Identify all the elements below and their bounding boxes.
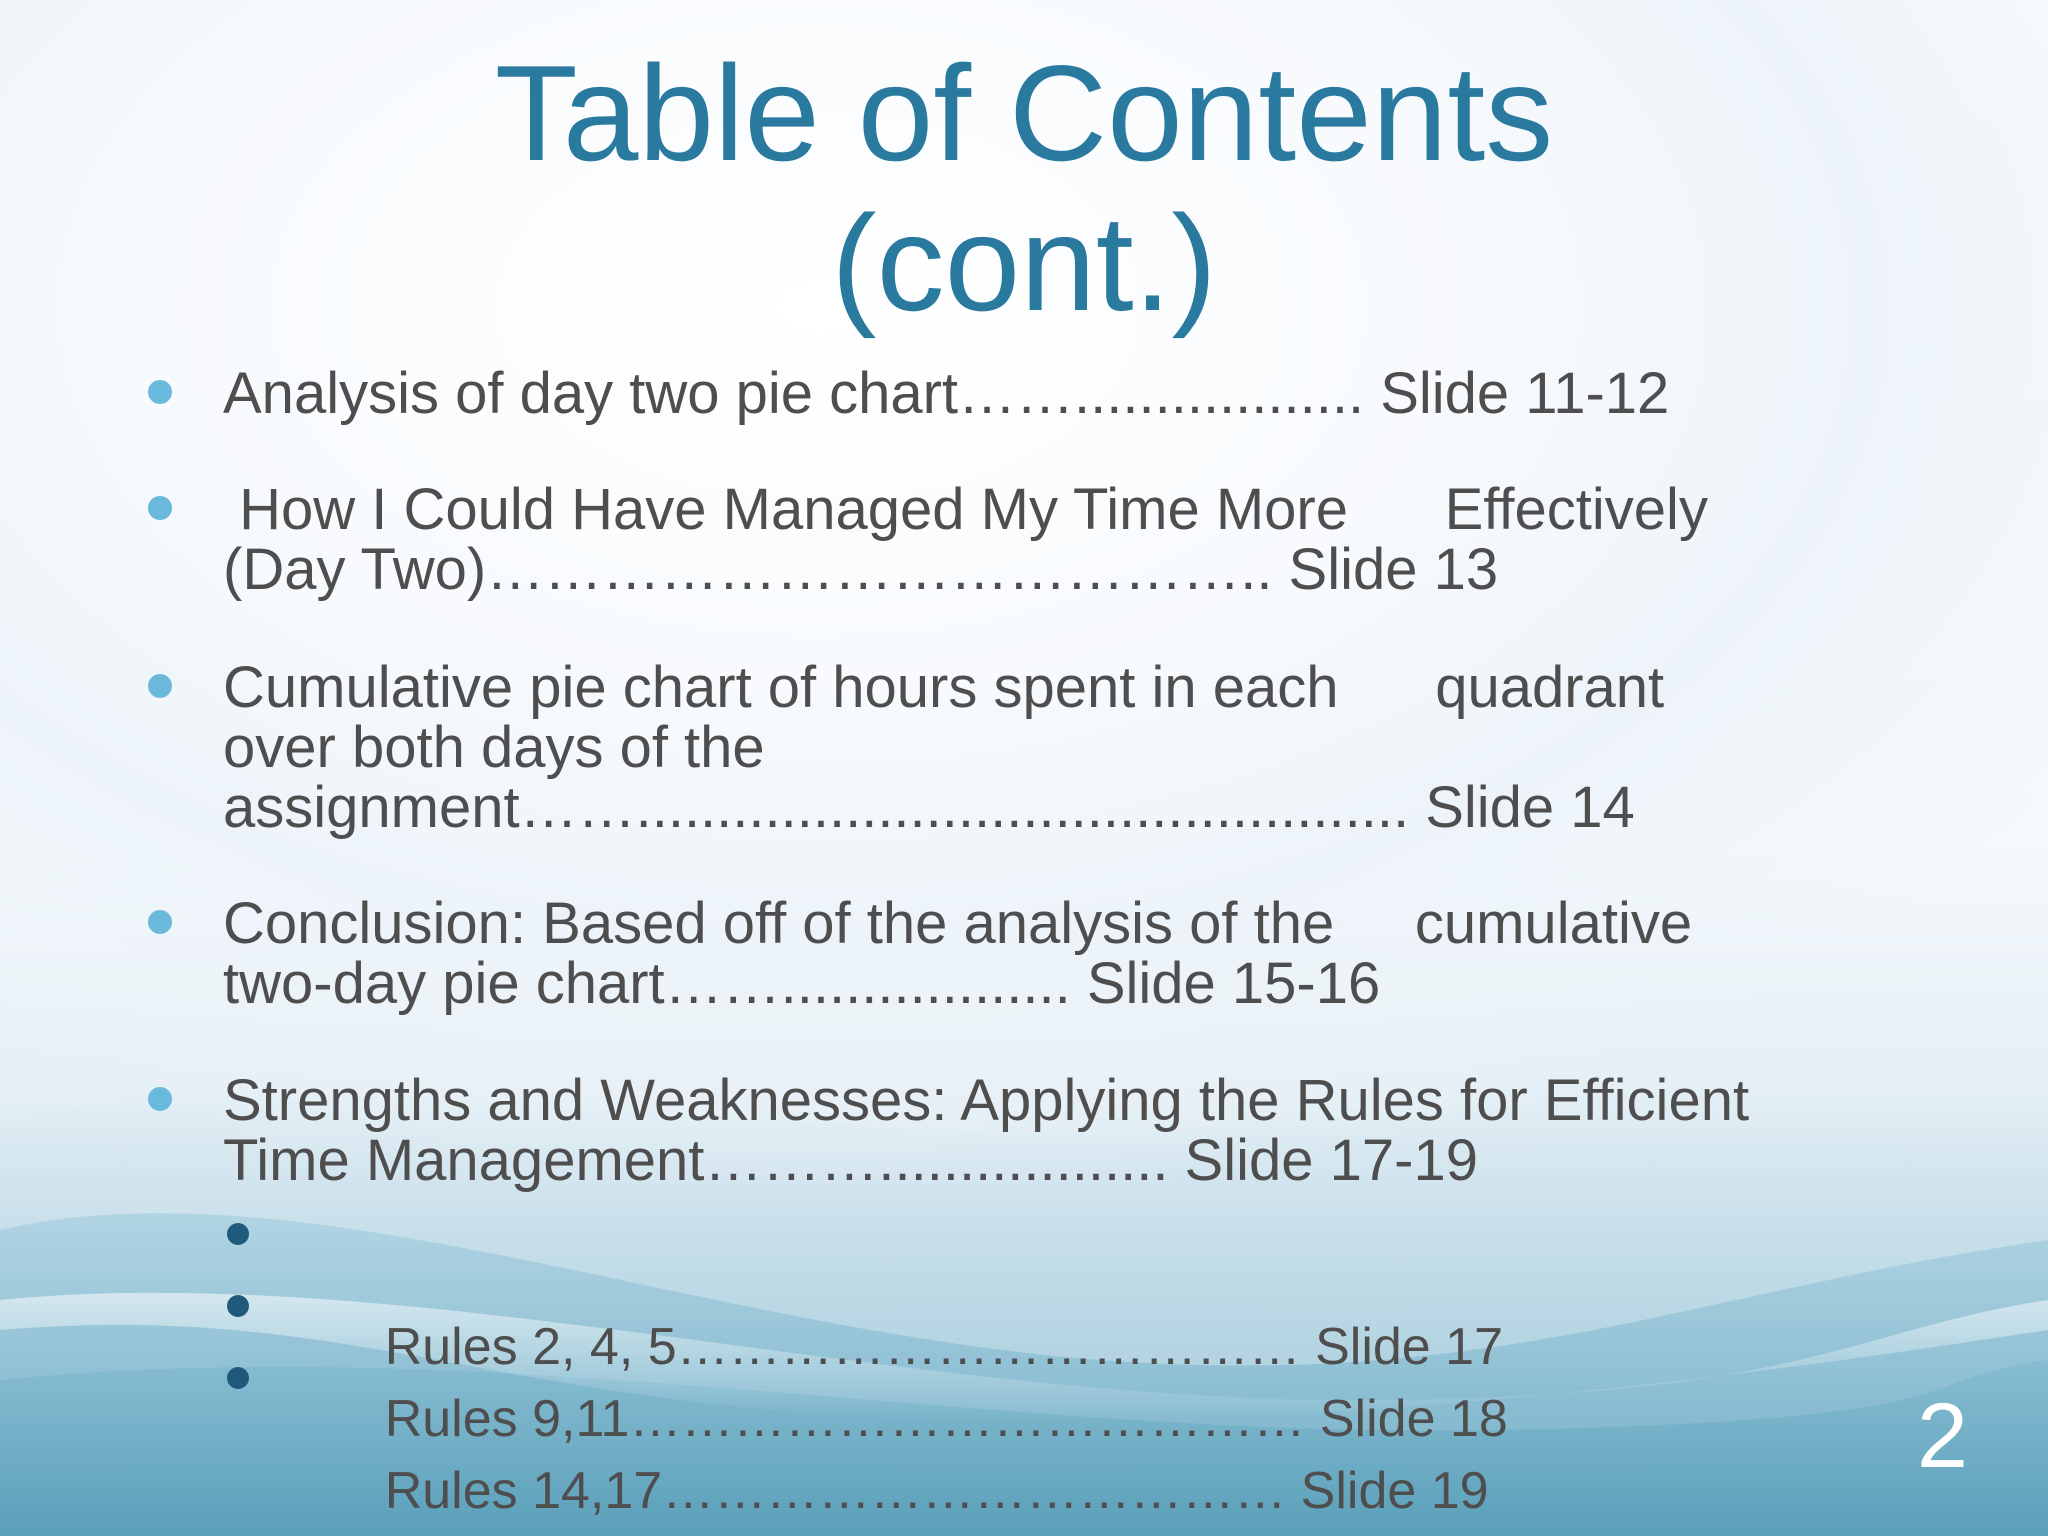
list-item-text: two-day pie chart…….................. Slide 15-16 [223, 951, 1381, 1016]
list-item-text: Strengths and Weaknesses: Applying the Rules for Efficient [223, 1068, 1750, 1133]
title-line-1: Table of Contents [494, 37, 1554, 189]
sub-list-item-text: Rules 9,11………………………………… Slide 18 [384, 1390, 1508, 1448]
sub-list-item [298, 1351, 1489, 1536]
list-item-text: How I Could Have Managed My Time More Effectively [223, 477, 1708, 542]
bullet-icon [148, 1087, 172, 1111]
list-item-text: Cumulative pie chart of hours spent in each quadrant [223, 655, 1665, 720]
sub-bullet-icon [227, 1223, 249, 1245]
list-item-text: Conclusion: Based off of the analysis of the cumulative [223, 891, 1693, 956]
sub-bullet-icon [227, 1367, 249, 1389]
list-item [223, 1068, 1883, 1193]
slide-number: 2 [1916, 1385, 1968, 1487]
sub-bullet-icon [227, 1295, 249, 1317]
bullet-icon [148, 910, 172, 934]
sub-list-item-text: Rules 14,17……………………………… Slide 19 [384, 1462, 1489, 1520]
list-item [223, 655, 1883, 840]
list-item-text: assignment……................................................ Slide 14 [223, 775, 1635, 840]
bullet-icon [148, 496, 172, 520]
list-item [223, 891, 1883, 1016]
list-item-text: over both days of the [223, 715, 765, 780]
title-line-2: (cont.) [831, 187, 1217, 339]
list-item-text: (Day Two)………………………………….. Slide 13 [223, 537, 1499, 602]
list-item [223, 477, 1883, 602]
list-item-text: Analysis of day two pie chart…….................. Slide 11-12 [223, 361, 1670, 426]
bullet-icon [148, 674, 172, 698]
list-item [223, 361, 1883, 426]
sub-list-item-text: Rules 2, 4, 5……………………………… Slide 17 [384, 1318, 1503, 1376]
bullet-icon [148, 380, 172, 404]
list-item-text: Time Management……….................. Slide 17-19 [223, 1128, 1478, 1193]
